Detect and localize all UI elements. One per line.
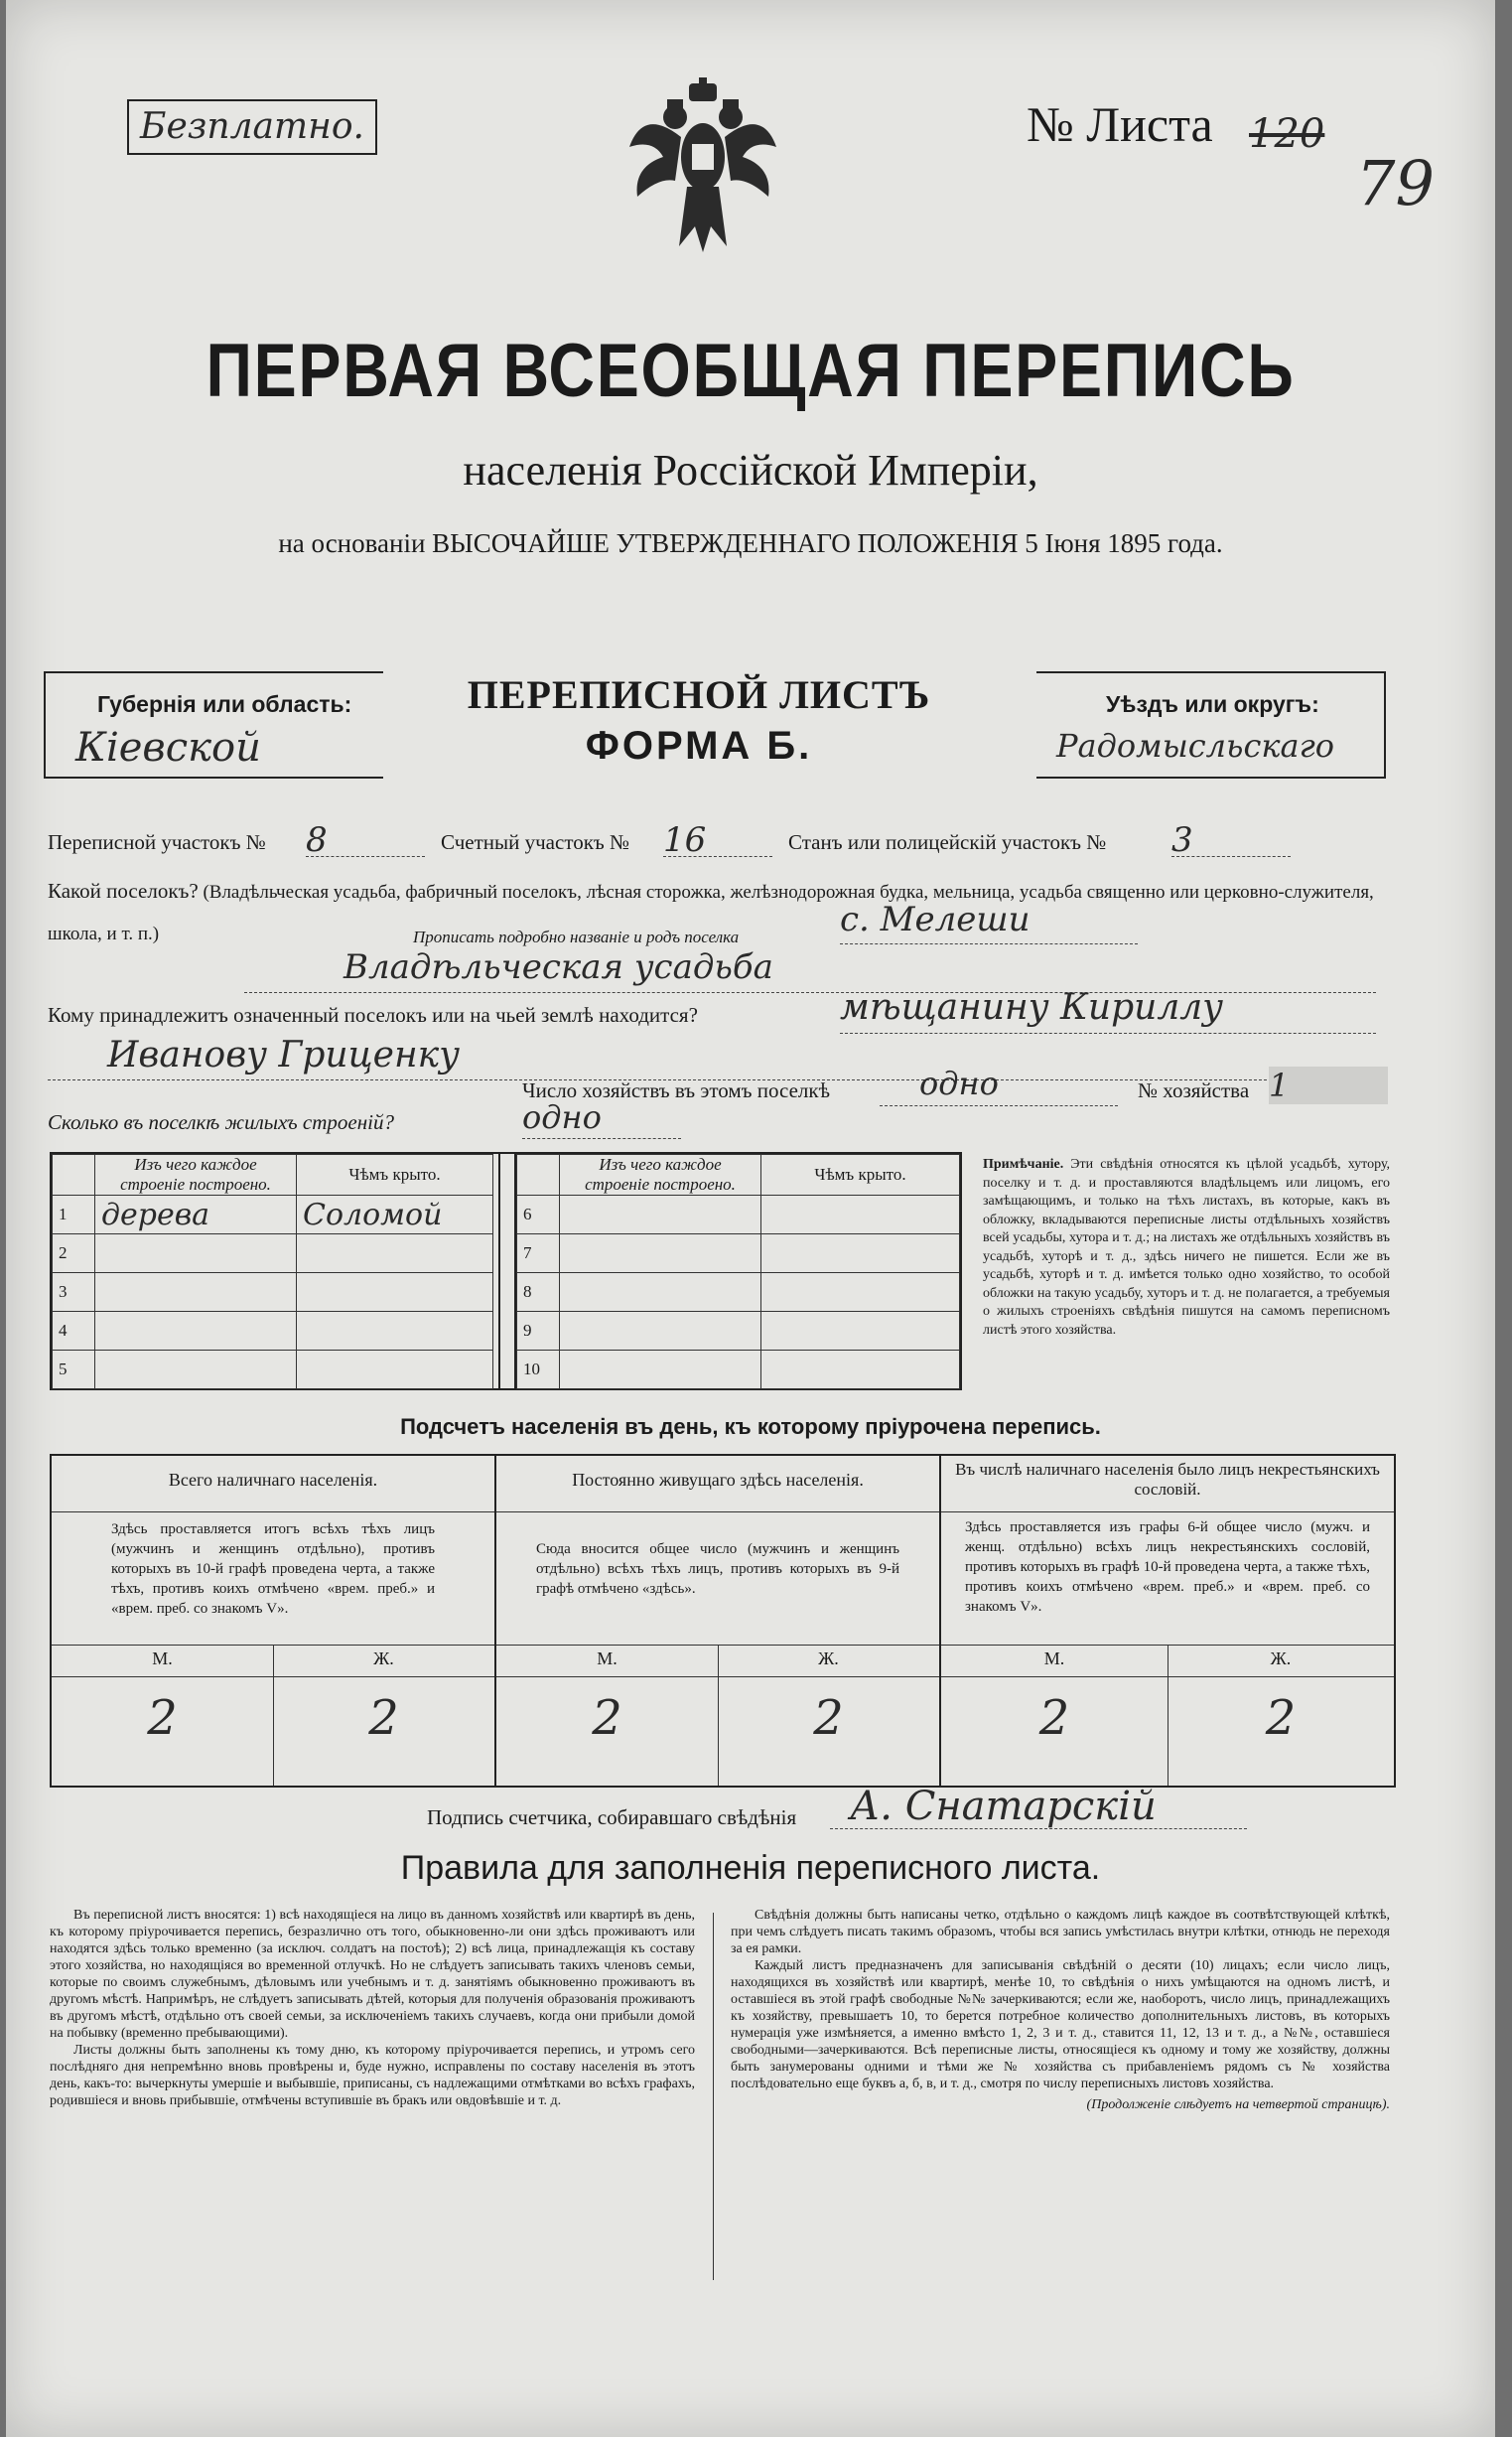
settlement-value: с. Мелеши bbox=[840, 900, 1138, 944]
population-col-nonpeasant bbox=[941, 1456, 1394, 1786]
col-title: Всего наличнаго населенія. bbox=[168, 1470, 378, 1490]
table-row bbox=[53, 1312, 493, 1351]
household-number-label: № хозяйства bbox=[1138, 1078, 1250, 1102]
row-material: дерева bbox=[95, 1196, 297, 1234]
population-col-total bbox=[52, 1456, 496, 1786]
population-heading: Подсчетъ населенія въ день, къ которому пріурочена перепись. bbox=[400, 1414, 1101, 1439]
rules-right-column bbox=[731, 1907, 1390, 2113]
m-label: М. bbox=[152, 1649, 173, 1668]
row-number: 7 bbox=[517, 1234, 560, 1273]
stan-label: Станъ или полицейскій участокъ № bbox=[788, 830, 1107, 854]
permanent-male-value: 2 bbox=[592, 1690, 622, 1746]
m-label: М. bbox=[1043, 1649, 1065, 1668]
owner-value: мѣщанину Кириллу bbox=[840, 987, 1376, 1034]
f-label: Ж. bbox=[1270, 1649, 1292, 1668]
page-title: ПЕРВАЯ ВСЕОБЩАЯ ПЕРЕПИСЬ bbox=[206, 329, 1296, 413]
row-material bbox=[95, 1312, 297, 1351]
row-number: 8 bbox=[517, 1273, 560, 1312]
permanent-female-value: 2 bbox=[813, 1690, 844, 1746]
province-label: Губернія или область: bbox=[97, 691, 352, 717]
signature-label: Подпись счетчика, собиравшаго свѣдѣнія bbox=[427, 1805, 797, 1829]
buildings-value: одно bbox=[522, 1098, 681, 1139]
table-row bbox=[53, 1196, 493, 1234]
row-roof bbox=[297, 1273, 493, 1312]
owner-value-2: Иванову Гриценку bbox=[48, 1035, 1376, 1080]
free-label: Безплатно. bbox=[140, 106, 364, 147]
population-table bbox=[50, 1454, 1396, 1788]
settlement-hint: (Владѣльческая усадьба, фабричный поселокъ, лѣсная сторожка, желѣзнодорожная будка, мельница, усадьба священно или церковно-служителя, школа, и т. п.) bbox=[48, 882, 1374, 944]
households-value: одно bbox=[880, 1065, 1118, 1106]
col-material-header: Изъ чего каждое строеніе построено. bbox=[95, 1155, 297, 1196]
households-label: Число хозяйствъ въ этомъ поселкѣ bbox=[522, 1078, 830, 1102]
legal-basis: на основаніи ВЫСОЧАЙШЕ УТВЕРЖДЕННАГО ПОЛОЖЕНІЯ 5 Іюня 1895 года. bbox=[278, 528, 1223, 558]
form-title: ПЕРЕПИСНОЙ ЛИСТЪ bbox=[467, 672, 931, 717]
census-area-label: Переписной участокъ № bbox=[48, 830, 266, 854]
col-desc: Здѣсь проставляется изъ графы 6-й общее число (мужч. и женщ. отдѣльно) всѣхъ лицъ некрестьянскихъ сословій, противъ которыхъ въ графѣ 10-й проведена черта, а также тѣхъ, противъ коихъ отмѣчено «врем. преб.» и «врем. преб. со знакомъ V». bbox=[965, 1519, 1370, 1615]
f-label: Ж. bbox=[373, 1649, 394, 1668]
form-header bbox=[44, 671, 1384, 779]
nonpeasant-male-value: 2 bbox=[1038, 1690, 1070, 1746]
buildings-note bbox=[983, 1156, 1390, 1340]
settlement-hint2: Прописать подробно названіе и родъ поселка bbox=[413, 928, 740, 946]
province-box bbox=[44, 671, 383, 779]
note-title: Примѣчаніе. bbox=[983, 1157, 1064, 1172]
row-number: 4 bbox=[53, 1312, 95, 1351]
margin-number: 79 bbox=[1356, 147, 1435, 219]
district-label: Уѣздъ или округъ: bbox=[1106, 691, 1319, 717]
row-roof bbox=[297, 1234, 493, 1273]
total-female-value: 2 bbox=[368, 1690, 399, 1746]
row-roof bbox=[297, 1312, 493, 1351]
row-material bbox=[95, 1351, 297, 1389]
row-number: 3 bbox=[53, 1273, 95, 1312]
census-area-value: 8 bbox=[306, 820, 425, 857]
col-roof-header: Чѣмъ крыто. bbox=[297, 1155, 493, 1196]
buildings-table bbox=[50, 1152, 962, 1390]
row-roof bbox=[297, 1351, 493, 1389]
form-title-block bbox=[391, 671, 1007, 769]
buildings-label: Сколько въ поселкѣ жилыхъ строеній? bbox=[48, 1110, 394, 1134]
settlement-value-2: Владѣльческая усадьба bbox=[244, 947, 1376, 993]
buildings-table-left bbox=[52, 1154, 493, 1389]
col-title: Въ числѣ наличнаго населенія было лицъ некрестьянскихъ сословій. bbox=[955, 1460, 1380, 1499]
stan-value: 3 bbox=[1171, 820, 1291, 857]
row-number: 10 bbox=[517, 1351, 560, 1389]
rules-heading: Правила для заполненія переписного листа. bbox=[400, 1849, 1101, 1887]
table-row bbox=[517, 1196, 960, 1234]
table-row bbox=[517, 1312, 960, 1351]
page-subtitle: населенія Россійской Имперіи, bbox=[463, 446, 1038, 495]
census-sheet bbox=[6, 0, 1495, 2437]
form-name: ФОРМА Б. bbox=[585, 724, 813, 768]
owner-label: Кому принадлежитъ означенный поселокъ или на чьей землѣ находится? bbox=[48, 1003, 698, 1027]
row-number: 2 bbox=[53, 1234, 95, 1273]
row-roof: Соломой bbox=[297, 1196, 493, 1234]
table-row bbox=[53, 1273, 493, 1312]
row-number: 9 bbox=[517, 1312, 560, 1351]
row-number: 1 bbox=[53, 1196, 95, 1234]
rules-left-column bbox=[50, 1907, 695, 2109]
table-row bbox=[53, 1234, 493, 1273]
total-male-value: 2 bbox=[147, 1690, 178, 1746]
col-desc: Здѣсь проставляется итогъ всѣхъ тѣхъ лицъ (мужчинъ и женщинъ отдѣльно), противъ которыхъ въ 10-й графѣ проведена черта, а также тѣхъ, противъ коихъ отмѣчено «врем. преб.» и «врем. преб. со знакомъ V». bbox=[111, 1521, 435, 1617]
f-label: Ж. bbox=[818, 1649, 839, 1668]
sheet-number-value: 120 bbox=[1249, 111, 1325, 157]
table-row bbox=[517, 1351, 960, 1389]
free-label-box bbox=[127, 99, 377, 155]
nonpeasant-female-value: 2 bbox=[1265, 1690, 1297, 1746]
rules-left-p2: Листы должны быть заполнены къ тому дню, къ которому пріурочивается перепись, и утромъ сего послѣдняго дня непремѣнно вновь провѣрены и, буде нужно, исправлены по составу населенія въ этотъ день, какъ-то: вычеркнуты умершіе и выбывшіе, приписаны, съ надлежащими отмѣтками во всѣхъ графахъ, родившіеся и вновь прибывшіе, отмѣчены вступившіе въ бракъ или овдовѣвшіе и т. д. bbox=[50, 2043, 695, 2108]
double-headed-eagle-crest bbox=[623, 77, 782, 256]
table-row bbox=[517, 1273, 960, 1312]
row-material bbox=[95, 1273, 297, 1312]
col-material-header-2: Изъ чего каждое строеніе построено. bbox=[560, 1155, 761, 1196]
col-roof-header-2: Чѣмъ крыто. bbox=[761, 1155, 960, 1196]
rules-right-p2: Каждый листъ предназначенъ для записыванія свѣдѣній о десяти (10) лицахъ; если число лицъ, находящихся въ хозяйствѣ или квартирѣ, менѣе 10, то свѣдѣнія о нихъ умѣщаются на одномъ листѣ, и оставшіеся въ этой графѣ свободные №№ зачеркиваются; если же, наоборотъ, число лицъ, принадлежащихъ къ хозяйству, превышаетъ 10, то берется потребное количество дополнительныхъ листовъ, въ которыхъ нумерація уже измѣняется, а именно вмѣсто 1, 2, 3 и т. д., ставится 11, 12, 13 и т. д., а №№, оставшіеся свободными—зачеркиваются. Всѣ переписные листы, относящіеся къ одному и тому же хозяйству, должны быть занумерованы одними и тѣми же № хозяйства съ прибавленіемъ рядомъ съ № хозяйства послѣдовательно еще буквъ а, б, в, и т. д., смотря по числу переписныхъ листовъ хозяйства. bbox=[731, 1958, 1390, 2091]
district-value: Радомысльскаго bbox=[1056, 727, 1335, 765]
table-row bbox=[53, 1351, 493, 1389]
m-label: М. bbox=[597, 1649, 618, 1668]
province-value: Кіевской bbox=[75, 725, 261, 771]
areas-row bbox=[48, 820, 1398, 864]
rules-continued: (Продолженіе слѣдуетъ на четвертой страницѣ). bbox=[1086, 2097, 1390, 2112]
rules-left-p1: Въ переписной листъ вносятся: 1) всѣ находящіеся на лицо въ данномъ хозяйствѣ или квартирѣ въ день, къ которому пріурочивается перепись, безразлично отъ того, обыкновенно-ли они здѣсь проживаютъ или находятся здѣсь только временно (за исключ. солдатъ на постоѣ); 2) всѣ лица, принадлежащія къ составу этого хозяйства, но находящіяся во временной отлучкѣ. Но не слѣдуетъ записывать такихъ членовъ семьи, которые по своимъ служебнымъ, дѣловымъ или учебнымъ и т. д. занятіямъ обыкновенно проживаютъ въ другомъ мѣстѣ. Напримѣръ, не слѣдуетъ записывать дѣтей, которыя для полученія образованія проживаютъ въ другомъ мѣстѣ, отдѣльно отъ своей семьи, за исключеніемъ такихъ случаевъ, когда они прибыли домой на побывку (временно пребывающими). bbox=[50, 1908, 695, 2041]
rules-right-p1: Свѣдѣнія должны быть написаны четко, отдѣльно о каждомъ лицѣ каждое въ соотвѣтствующей клѣткѣ, при чемъ слѣдуетъ писать такимъ образомъ, чтобы вся запись умѣстилась внутри клѣтки, отнюдь не переходя за ея рамки. bbox=[731, 1908, 1390, 1956]
rules-divider bbox=[713, 1913, 714, 2280]
household-number-value: 1 bbox=[1269, 1067, 1388, 1104]
district-box bbox=[1036, 671, 1386, 779]
counting-area-value: 16 bbox=[663, 820, 772, 857]
col-title: Постоянно живущаго здѣсь населенія. bbox=[572, 1470, 864, 1490]
buildings-table-right bbox=[516, 1154, 960, 1389]
sheet-number-label: № Листа bbox=[1027, 96, 1213, 152]
row-number: 5 bbox=[53, 1351, 95, 1389]
settlement-label: Какой поселокъ? bbox=[48, 879, 199, 903]
row-material bbox=[95, 1234, 297, 1273]
col-desc: Сюда вносится общее число (мужчинъ и женщинъ отдѣльно) всѣхъ тѣхъ лицъ, противъ которыхъ въ 9-й графѣ отмѣчено «здѣсь». bbox=[536, 1541, 899, 1597]
note-text: Эти свѣдѣнія относятся къ цѣлой усадьбѣ, хутору, поселку и т. д. и проставляются владѣльцемъ или лицомъ, его замѣщающимъ, и только на тѣхъ листахъ, въ которые, какъ въ обложку, вкладываются переписные листы отдѣльныхъ хозяйствъ всей усадьбы, хутора и т. д.; на листахъ же отдѣльныхъ хозяйствъ въ усадьбѣ, хуторѣ и т. д., здѣсь ничего не пишется. Если же въ усадьбѣ, хуторѣ и т. д. имѣется только одно хозяйство, то особой обложки на такую усадьбу, хуторъ и т. д. не полагается, а требуемыя о жилыхъ строеніяхъ свѣдѣнія пишутся на самомъ переписномъ листѣ этого хозяйства. bbox=[983, 1157, 1391, 1338]
signature-value: А. Снатарскій bbox=[830, 1784, 1247, 1829]
row-number: 6 bbox=[517, 1196, 560, 1234]
table-row bbox=[517, 1234, 960, 1273]
counting-area-label: Счетный участокъ № bbox=[441, 830, 630, 854]
population-col-permanent bbox=[496, 1456, 941, 1786]
